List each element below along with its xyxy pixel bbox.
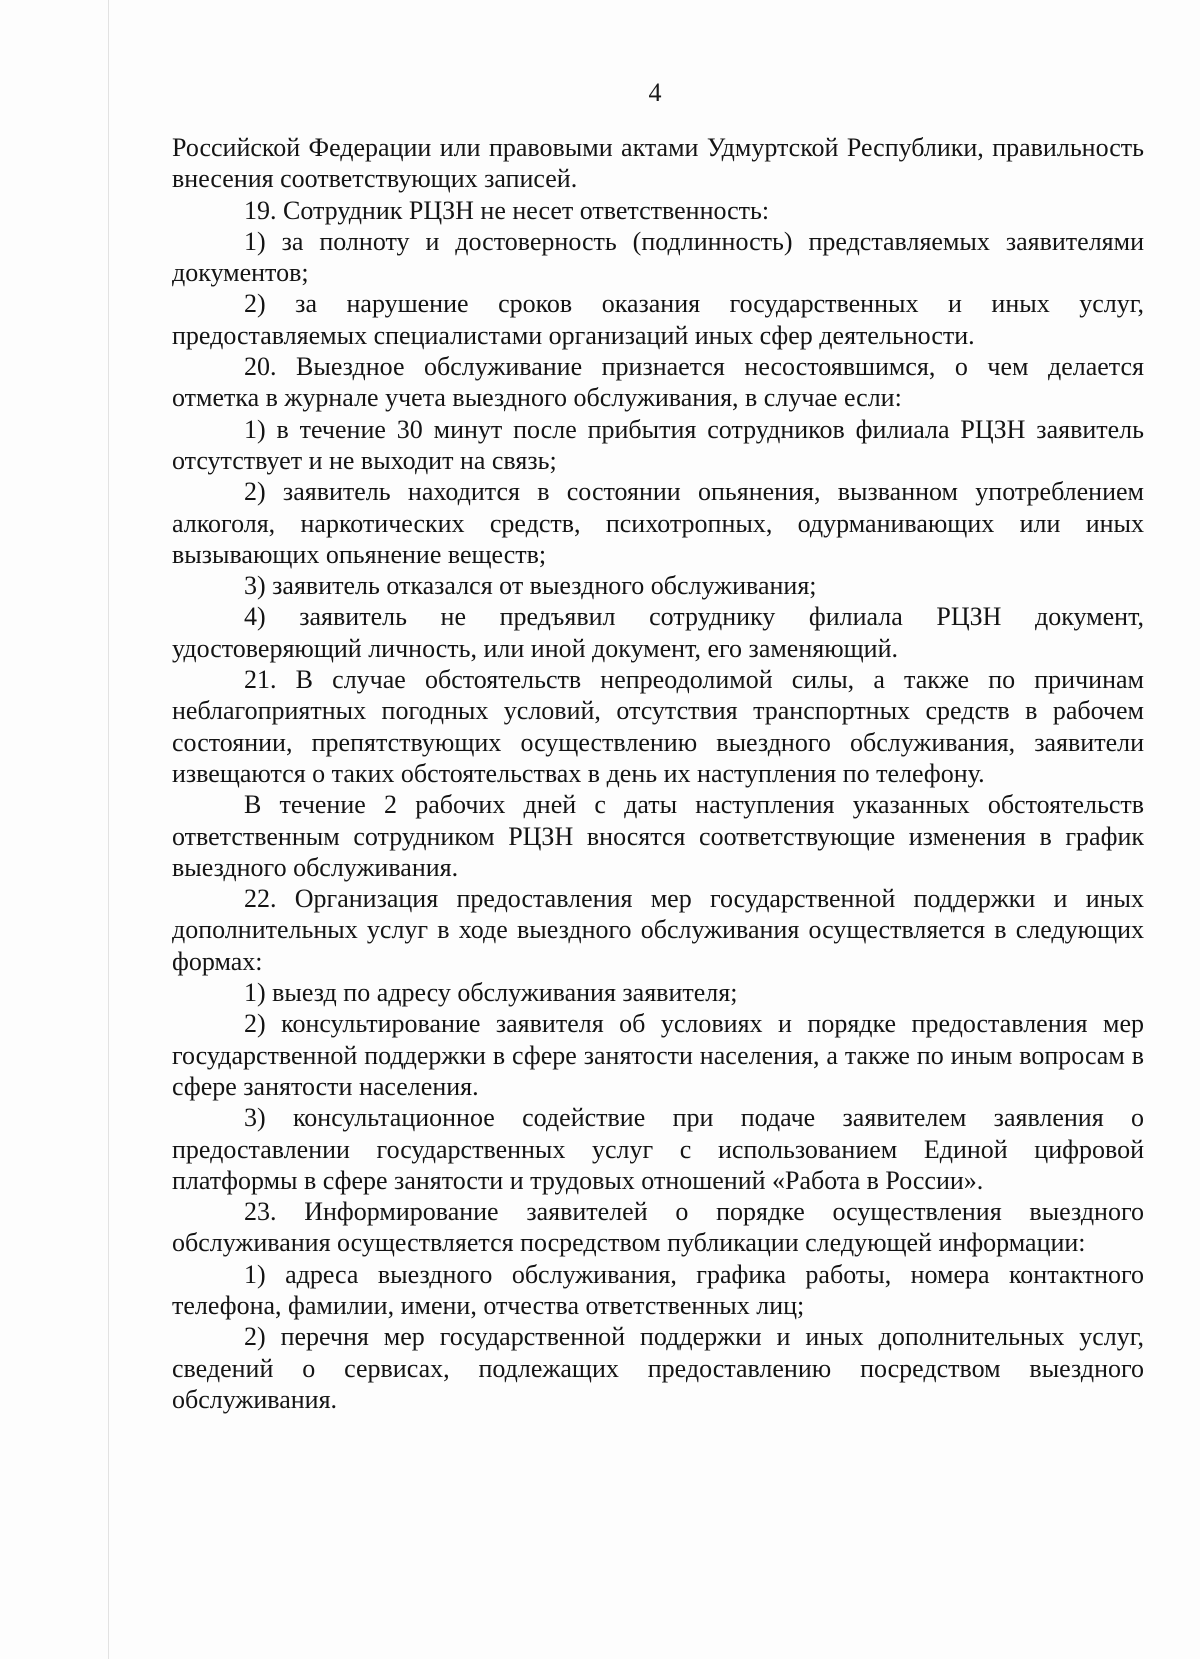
document-text bbox=[172, 132, 1144, 1415]
clause-22-item-1: 1) выезд по адресу обслуживания заявителя; bbox=[244, 978, 738, 1008]
clause-19-item-1: 1) за полноту и достоверность (подлинность) представляемых заявителями документов; bbox=[172, 226, 1144, 288]
clause-23-item-2: 2) перечня мер государственной поддержки и иных дополнительных услуг, сведений о сервисах, подлежащих предоставлению посредством выездного обслуживания. bbox=[172, 1322, 1144, 1414]
clause-20-item-4: 4) заявитель не предъявил сотруднику филиала РЦЗН документ, удостоверяющий личность, или иной документ, его заменяющий. bbox=[172, 602, 1144, 663]
clause-20-item-3: 3) заявитель отказался от выездного обслуживания; bbox=[244, 571, 817, 601]
clause-20-item-2: 2) заявитель находится в состоянии опьянения, вызванном употреблением алкоголя, наркотических средств, психотропных, одурманивающих или иных вызывающих опьянение веществ; bbox=[172, 477, 1144, 569]
clause-21: 21. В случае обстоятельств непреодолимой силы, а также по причинам неблагоприятных погодных условий, отсутствия транспортных средств в рабочем состоянии, препятствующих осуществлению выездного обслуживания, заявители извещаются о таких обстоятельствах в день их наступления по телефону. bbox=[172, 665, 1144, 788]
clause-19-item-2: 2) за нарушение сроков оказания государственных и иных услуг, предоставляемых специалистами организаций иных сфер деятельности. bbox=[172, 289, 1144, 350]
page-number: 4 bbox=[648, 78, 662, 107]
clause-21-paragraph-2: В течение 2 рабочих дней с даты наступления указанных обстоятельств ответственным сотрудником РЦЗН вносятся соответствующие изменения в график выездного обслуживания. bbox=[172, 790, 1144, 882]
clause-23-item-1: 1) адреса выездного обслуживания, графика работы, номера контактного телефона, фамилии, имени, отчества ответственных лиц; bbox=[172, 1259, 1144, 1320]
clause-22-item-3: 3) консультационное содействие при подаче заявителем заявления о предоставлении государственных услуг с использованием Единой цифровой платформы в сфере занятости и трудовых отношений «Работа в России». bbox=[172, 1103, 1144, 1195]
clause-22-heading: 22. Организация предоставления мер государственной поддержки и иных дополнительных услуг в ходе выездного обслуживания осуществляется в следующих формах: bbox=[172, 884, 1144, 976]
clause-20-item-1: 1) в течение 30 минут после прибытия сотрудников филиала РЦЗН заявитель отсутствует и не выходит на связь; bbox=[172, 414, 1144, 475]
clause-23-heading: 23. Информирование заявителей о порядке осуществления выездного обслуживания осуществляется посредством публикации следующей информации: bbox=[172, 1197, 1144, 1258]
scan-margin-line bbox=[108, 0, 109, 1659]
paragraph-continuation: Российской Федерации или правовыми актами Удмуртской Республики, правильность внесения соответствующих записей. bbox=[172, 133, 1144, 194]
clause-20-heading: 20. Выездное обслуживание признается несостоявшимся, о чем делается отметка в журнале учета выездного обслуживания, в случае если: bbox=[172, 352, 1144, 413]
clause-19-heading: 19. Сотрудник РЦЗН не несет ответственность: bbox=[244, 195, 770, 225]
clause-22-item-2: 2) консультирование заявителя об условиях и порядке предоставления мер государственной поддержки в сфере занятости населения, а также по иным вопросам в сфере занятости населения. bbox=[172, 1009, 1144, 1101]
